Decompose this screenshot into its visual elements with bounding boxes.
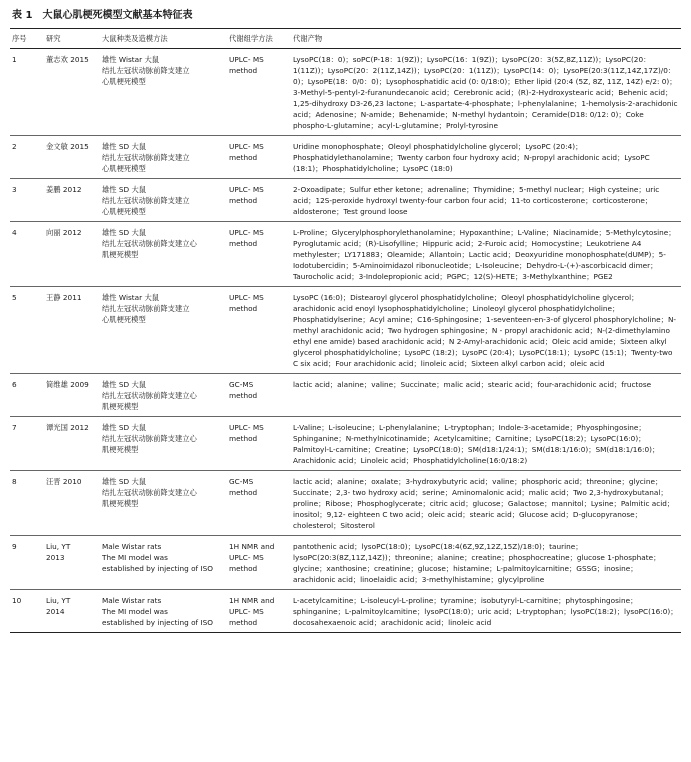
study-line: 谭光国 2012: [46, 423, 89, 432]
metabolite-list: L-Valine；L-isoleucine；L-phenylalanine；L-tryptophan；Indole-3-acetamide；Phyosphingosine；Sphinganine；N-methylnicotinamide；Acetylcamitine；Carnitine；LysoPC(18:2)；LysoPC(16:0)；Palmitoyl-L-carnitine；Creatine；LysoPC(18:0)；SM(d18:1/24:1)；SM(d18:1/16:0)；SM(d18:1/16:0)；Arachidonic acid；Linoleic acid；Phosphatidylcholine(16:0/18:2): [293, 423, 660, 465]
method-line: 结扎左冠状动脉前降支建立: [102, 153, 190, 162]
study-line: 2014: [46, 607, 65, 616]
study-cell: [44, 374, 100, 417]
table-row: [10, 590, 681, 633]
study-cell: [44, 49, 100, 136]
method-line: Male Wistar rats: [102, 596, 162, 605]
technique-line: method: [229, 153, 258, 162]
metabolite-list: pantothenic acid；lysoPC(18:0)；LysoPC(18:4(6Z,9Z,12Z,15Z)/18:0)；taurine；lysoPC(20:3(8Z,11Z,14Z))；threonine；alanine；creatine；phosphocreatine；glucose 1-phosphate；glycine；xanthosine；creatinine；glucose；histamine；L-palmitoylcarnitine；GSSG；inosine；arachidonic acid；linoelaidic acid；3-methylhistamine；glycylproline: [293, 542, 661, 584]
technique-cell: [227, 374, 291, 417]
row-number: 8: [10, 471, 44, 536]
row-number: 6: [10, 374, 44, 417]
technique-line: GC-MS: [229, 380, 254, 389]
products-cell: [291, 417, 681, 471]
method-line: 结扎左冠状动脉前降支建立心: [102, 434, 197, 443]
technique-line: method: [229, 488, 258, 497]
study-line: 简维雄 2009: [46, 380, 89, 389]
products-cell: [291, 590, 681, 633]
technique-cell: [227, 536, 291, 590]
method-line: 心肌梗死模型: [102, 315, 146, 324]
study-cell: [44, 222, 100, 287]
study-line: 董志欢 2015: [46, 55, 89, 64]
method-line: 心肌梗死模型: [102, 164, 146, 173]
technique-line: method: [229, 304, 258, 313]
technique-cell: [227, 222, 291, 287]
method-line: established by injecting of ISO: [102, 564, 213, 573]
technique-cell: [227, 287, 291, 374]
method-cell: [100, 287, 227, 374]
method-line: 雄性 SD 大鼠: [102, 185, 147, 194]
method-line: 雄性 SD 大鼠: [102, 380, 147, 389]
header-study: 研究: [44, 29, 100, 49]
method-line: 结扎左冠状动脉前降支建立: [102, 196, 190, 205]
technique-line: UPLC- MS: [229, 607, 264, 616]
metabolite-list: LysoPC(18：0)；soPC(P-18：1(9Z))；LysoPC(16：1(9Z))；LysoPC(20：3(5Z,8Z,11Z))；LysoPC(20：1(11Z))；LysoPC(20：2(11Z,14Z))；LysoPC(20：1(11Z))；LysoPC(14：0)；LysoPE(20:3(11Z,14Z,17Z)/0：0)；LysoPE(18：0/0：0)；Lysophosphatidic acid (0: 0/18:0)；Ether lipid (20:4 (5Z, 8Z, 11Z, 14Z) e/2: 0)；3-Methyl-5-pentyl-2-furanundecanoic acid；Cerebronic acid；(R)-2-Hydroxystearic acid；Behenic acid；1,25-dihydroxy D3-26,23 lactone；L-aspartate-4-phosphate；l-phenylalanine；1-hemolysis-2-arachidonic acid；Adenosine；N-amide；Behenamide；N-methyl hydantoin；Ceramide(D18: 0/12: 0)；Coke phospho-L-glutamine；acyl-L-glutamine；Prolyl-tyrosine: [293, 55, 678, 130]
study-cell: [44, 536, 100, 590]
products-cell: [291, 287, 681, 374]
study-cell: [44, 136, 100, 179]
method-line: 肌梗死模型: [102, 250, 139, 259]
study-cell: [44, 590, 100, 633]
method-cell: [100, 590, 227, 633]
row-number: 7: [10, 417, 44, 471]
study-line: 姜鹏 2012: [46, 185, 82, 194]
products-cell: [291, 471, 681, 536]
table-row: [10, 179, 681, 222]
study-cell: [44, 287, 100, 374]
method-cell: [100, 471, 227, 536]
technique-cell: [227, 417, 291, 471]
row-number: 10: [10, 590, 44, 633]
technique-cell: [227, 179, 291, 222]
study-line: Liu, YT: [46, 596, 71, 605]
technique-line: 1H NMR and: [229, 542, 275, 551]
study-line: 王静 2011: [46, 293, 82, 302]
header-products: 代谢产物: [291, 29, 681, 49]
method-line: 肌梗死模型: [102, 445, 139, 454]
row-number: 4: [10, 222, 44, 287]
metabolite-list: L-Proline；Glycerylphosphorylethanolamine；Hypoxanthine；L-Valine；Niacinamide；5-Methylcytosine；Pyroglutamic acid；(R)-Lisofylline；Hippuric acid；2-Furoic acid；Homocystine；Leukotriene A4 methylester；LY171883；Oleamide；Allantoin；Lactic acid；Deoxyuridine monophosphate(dUMP)；5-Iodotubercidin；5-Aminoimidazol ribonucleotide；L-Isoleucine；Dehydro-L-(+)-ascorbicacid dimer；Taurocholic acid；3-Indolepropionic acid；PGPC；12(S)-HETE；3-Methylxanthine；PGE2: [293, 228, 676, 281]
caption-label: 表 1: [12, 10, 33, 21]
technique-line: UPLC- MS: [229, 228, 264, 237]
row-number: 9: [10, 536, 44, 590]
table-header: [10, 29, 681, 49]
metabolite-list: LysoPC (16:0)；Distearoyl glycerol phosphatidylcholine；Oleoyl phosphatidylcholine glycerol；arachidonic acid enoyl lysophosphatidylcholine；Linoleoyl glycerol phosphatidylcholine；Phosphatidylserine；Acyl amine；C16-Sphingosine；1-seventeen-en-3-of glycerol phosphorylcholine；N- methyl arachidonic acid；Two hydrogen sphingosine；N - propyl arachidonic acid；N-(2-dimethylamino ethyl ene amide) based arachidonic acid；N 2-Amyl-arachidonic acid；Oleic acid amide；Sixteen alkyl glycerol phosphatidylcholine；LysoPC (18:2)；LysoPC (20:4)；LysoPC(18:1)；LysoPC (15:1)；Twenty-two C six acid；Four arachidonic acid；linoleic acid；Sixteen alkyl carbon acid；oleic acid: [293, 293, 677, 368]
row-number: 2: [10, 136, 44, 179]
table-caption: [12, 6, 192, 21]
study-line: 2013: [46, 553, 65, 562]
method-line: 结扎左冠状动脉前降支建立心: [102, 488, 197, 497]
technique-line: UPLC- MS: [229, 553, 264, 562]
metabolite-list: 2-Oxoadipate；Sulfur ether ketone；adrenaline；Thymidine；5-methyl nuclear；High cysteine；uric acid；12S-peroxide hydroxyl twenty-four carbon four acid；11-to corticosterone；corticosterone；aldosterone；Test ground loose: [293, 185, 660, 216]
method-line: The MI model was: [102, 607, 168, 616]
products-cell: [291, 179, 681, 222]
metabolite-list: lactic acid；alanine；valine；Succinate；malic acid；stearic acid；four-arachidonic acid；fructose: [293, 380, 652, 389]
caption-title: 大鼠心肌梗死模型文献基本特征表: [42, 10, 193, 21]
method-line: 雄性 Wistar 大鼠: [102, 55, 160, 64]
study-cell: [44, 471, 100, 536]
study-cell: [44, 179, 100, 222]
method-line: 雄性 SD 大鼠: [102, 142, 147, 151]
method-cell: [100, 222, 227, 287]
technique-cell: [227, 136, 291, 179]
table-row: [10, 49, 681, 136]
table-body: [10, 49, 681, 633]
technique-line: method: [229, 434, 258, 443]
study-line: 向丽 2012: [46, 228, 82, 237]
method-line: 结扎左冠状动脉前降支建立: [102, 66, 190, 75]
metabolite-list: lactic acid；alanine；oxalate；3-hydroxybutyric acid；valine；phosphoric acid；threonine；glycine；Succinate；2,3- two hydroxy acid；serine；Aminomalonic acid；malic acid；Two 2,3-hydroxybutanal；proline；Ribose；Phosphoglycerate；citric acid；glucose；Galactose；mannitol；Lysine；Palmitic acid；inositol；9,12- eighteen C two acid；oleic acid；stearic acid；Glucose acid；D-glucopyranose；cholesterol；Sitosterol: [293, 477, 675, 530]
technique-cell: [227, 590, 291, 633]
table-row: [10, 374, 681, 417]
products-cell: [291, 136, 681, 179]
metabolite-list: Uridine monophosphate；Oleoyl phosphatidylcholine glycerol；LysoPC (20:4)；Phosphatidylethanolamine；Twenty carbon four hydroxy acid；N-propyl arachidonic acid；LysoPC (18:1)；Phosphatidylcholine；LysoPC (18:0): [293, 142, 650, 173]
header-technique: 代谢组学方法: [227, 29, 291, 49]
technique-line: method: [229, 196, 258, 205]
header-method: 大鼠种类及造模方法: [100, 29, 227, 49]
method-cell: [100, 417, 227, 471]
table-row: [10, 417, 681, 471]
technique-line: UPLC- MS: [229, 55, 264, 64]
table-row: [10, 287, 681, 374]
characteristics-table: [10, 28, 681, 633]
method-line: 雄性 SD 大鼠: [102, 477, 147, 486]
method-line: Male Wistar rats: [102, 542, 162, 551]
study-line: Liu, YT: [46, 542, 71, 551]
row-number: 3: [10, 179, 44, 222]
table-row: [10, 136, 681, 179]
technique-line: UPLC- MS: [229, 423, 264, 432]
method-line: 雄性 SD 大鼠: [102, 228, 147, 237]
method-line: 结扎左冠状动脉前降支建立心: [102, 239, 197, 248]
method-line: The MI model was: [102, 553, 168, 562]
technique-line: UPLC- MS: [229, 142, 264, 151]
method-cell: [100, 536, 227, 590]
metabolite-list: L-acetylcamitine；L-isoleucyl-L-proline；tyramine；isobutyryl-L-carnitine；phytosphingosine；sphinganine；L-palmitoylcamitine；lysoPC(18:0)；uric acid；L-tryptophan；lysoPC(18:2)；lysoPC(16:0)；docosahexaenoic acid；arachidonic acid；linoleic acid: [293, 596, 678, 627]
method-cell: [100, 136, 227, 179]
method-line: 肌梗死模型: [102, 499, 139, 508]
products-cell: [291, 49, 681, 136]
table-row: [10, 222, 681, 287]
row-number: 5: [10, 287, 44, 374]
method-line: 雄性 SD 大鼠: [102, 423, 147, 432]
technique-cell: [227, 471, 291, 536]
products-cell: [291, 536, 681, 590]
method-line: 心肌梗死模型: [102, 207, 146, 216]
method-cell: [100, 49, 227, 136]
method-line: 雄性 Wistar 大鼠: [102, 293, 160, 302]
row-number: 1: [10, 49, 44, 136]
technique-line: GC-MS: [229, 477, 254, 486]
header-no: 序号: [10, 29, 44, 49]
technique-line: method: [229, 618, 258, 627]
technique-line: method: [229, 391, 258, 400]
method-cell: [100, 374, 227, 417]
technique-cell: [227, 49, 291, 136]
study-line: 汪晋 2010: [46, 477, 82, 486]
method-line: 肌梗死模型: [102, 402, 139, 411]
products-cell: [291, 374, 681, 417]
method-cell: [100, 179, 227, 222]
technique-line: method: [229, 239, 258, 248]
method-line: established by injecting of ISO: [102, 618, 213, 627]
method-line: 结扎左冠状动脉前降支建立: [102, 304, 190, 313]
technique-line: 1H NMR and: [229, 596, 275, 605]
study-line: 金文敏 2015: [46, 142, 89, 151]
technique-line: UPLC- MS: [229, 185, 264, 194]
products-cell: [291, 222, 681, 287]
technique-line: method: [229, 66, 258, 75]
technique-line: method: [229, 564, 258, 573]
method-line: 结扎左冠状动脉前降支建立心: [102, 391, 197, 400]
study-cell: [44, 417, 100, 471]
method-line: 心肌梗死模型: [102, 77, 146, 86]
header-row: [10, 29, 681, 49]
technique-line: UPLC- MS: [229, 293, 264, 302]
table-row: [10, 536, 681, 590]
table-row: [10, 471, 681, 536]
